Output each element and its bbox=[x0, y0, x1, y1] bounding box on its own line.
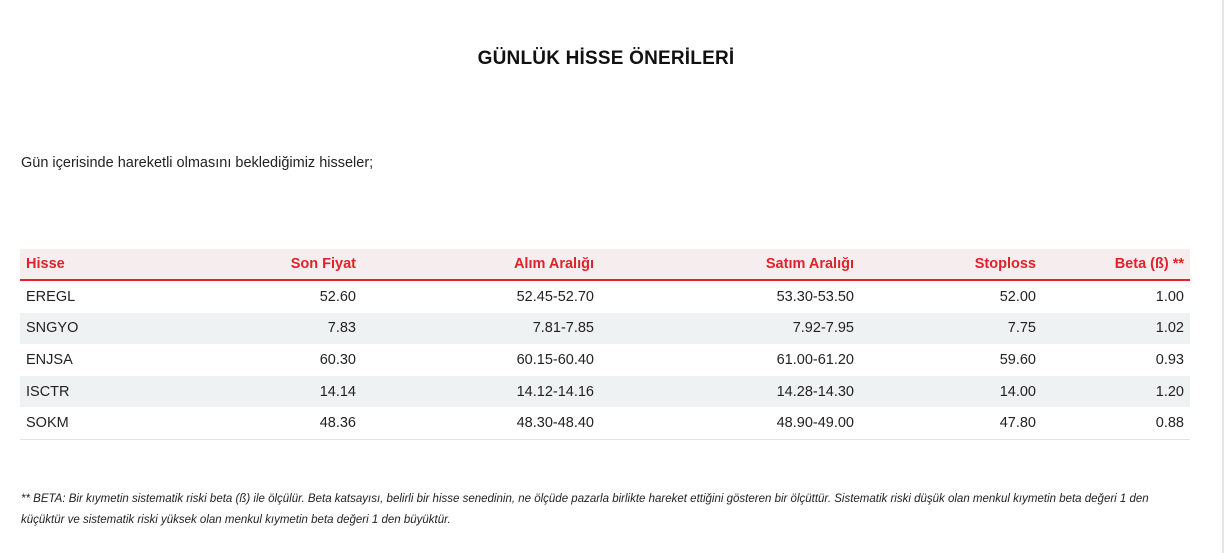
intro-text: Gün içerisinde hareketli olmasını beklediğimiz hisseler; bbox=[21, 155, 374, 171]
page-title: GÜNLÜK HİSSE ÖNERİLERİ bbox=[477, 48, 735, 69]
cell-beta: 1.00 bbox=[1155, 288, 1184, 305]
cell-stoploss: 14.00 bbox=[860, 376, 1042, 408]
cell-alim-araligi: 52.45-52.70 bbox=[516, 288, 594, 305]
cell-hisse: SOKM bbox=[20, 407, 182, 439]
cell-stoploss: 59.60 bbox=[999, 351, 1036, 368]
cell-satim-araligi: 14.28-14.30 bbox=[600, 376, 860, 408]
cell-beta: 1.02 bbox=[1042, 313, 1190, 345]
cell-son-fiyat: 7.83 bbox=[182, 313, 362, 345]
cell-stoploss: 7.75 bbox=[860, 313, 1042, 345]
cell-alim-araligi: 14.12-14.16 bbox=[362, 376, 600, 408]
header-stoploss: Stoploss bbox=[860, 249, 1042, 280]
table-row bbox=[20, 407, 1190, 439]
cell-hisse: EREGL bbox=[26, 288, 76, 305]
cell-alim-araligi: 60.15-60.40 bbox=[516, 351, 594, 368]
cell-satim-araligi: 7.92-7.95 bbox=[600, 313, 860, 345]
cell-beta: 0.88 bbox=[1042, 407, 1190, 439]
table-row bbox=[20, 344, 1190, 376]
beta-footnote: ** BETA: Bir kıymetin sistematik riski beta (ß) ile ölçülür. Beta katsayısı, belirli bir hisse senedinin, ne ölçüde pazarla birlikte hareket ettiğini gösteren bir ölçüttür. Sistematik riski düşük olan menkul kıymetin beta değeri 1 den küçüktür ve sistematik riski yüksek olan menkul kıymetin beta değeri 1 den büyüktür. bbox=[21, 493, 1149, 526]
table-row bbox=[20, 313, 1190, 345]
header-alim-araligi: Alım Aralığı bbox=[362, 249, 600, 280]
table-row bbox=[20, 280, 1190, 313]
cell-son-fiyat: 14.14 bbox=[182, 376, 362, 408]
cell-alim-araligi: 48.30-48.40 bbox=[362, 407, 600, 439]
cell-stoploss: 52.00 bbox=[999, 288, 1036, 305]
cell-satim-araligi: 48.90-49.00 bbox=[600, 407, 860, 439]
table-row bbox=[20, 376, 1190, 408]
cell-beta: 1.20 bbox=[1042, 376, 1190, 408]
cell-satim-araligi: 53.30-53.50 bbox=[776, 288, 854, 305]
header-son-fiyat: Son Fiyat bbox=[182, 249, 362, 280]
cell-hisse: ISCTR bbox=[20, 376, 182, 408]
cell-satim-araligi: 61.00-61.20 bbox=[776, 351, 854, 368]
cell-alim-araligi: 7.81-7.85 bbox=[362, 313, 600, 345]
header-satim-araligi: Satım Aralığı bbox=[600, 249, 860, 280]
header-hisse: Hisse bbox=[20, 249, 182, 280]
cell-son-fiyat: 60.30 bbox=[319, 351, 356, 368]
cell-son-fiyat: 52.60 bbox=[319, 288, 356, 305]
cell-son-fiyat: 48.36 bbox=[182, 407, 362, 439]
cell-beta: 0.93 bbox=[1155, 351, 1184, 368]
table-header-row bbox=[20, 249, 1190, 280]
stock-recommendations-table bbox=[20, 249, 1190, 440]
header-beta: Beta (ß) ** bbox=[1042, 249, 1190, 280]
recommendations-table bbox=[20, 249, 1190, 440]
cell-hisse: SNGYO bbox=[20, 313, 182, 345]
cell-stoploss: 47.80 bbox=[860, 407, 1042, 439]
cell-hisse: ENJSA bbox=[26, 351, 73, 368]
